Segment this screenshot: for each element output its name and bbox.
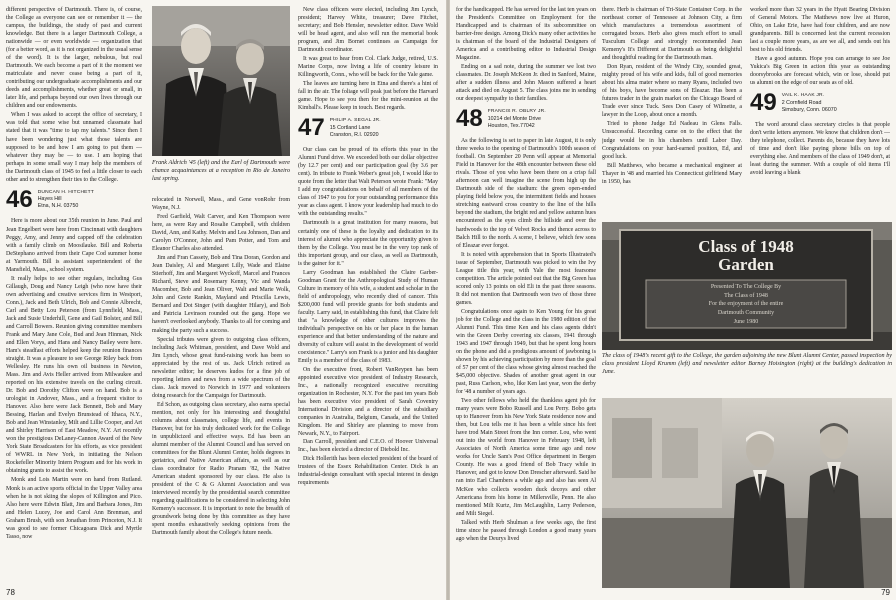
sign-line-1: Class of 1948 bbox=[698, 237, 794, 256]
sign-line-2: Garden bbox=[718, 254, 774, 274]
paragraph: New class officers were elected, including Jim Lynch, president; Harvey White, treasurer; Dave Fitchet, secretary; and Bob Hensler, newsletter editor. Dave Wold will be head agent, and also will run the memorial book program, and Jim Bornet continues as Campaign for Dartmouth coordinator. bbox=[298, 7, 438, 54]
plaque-line: The Class of 1948 bbox=[724, 292, 768, 299]
class-number: 49 bbox=[750, 89, 777, 117]
paragraph: Tried to phone Judge Ed Nadeau in Glens Falls. Unsuccessful. Recording came on to the effect that the judge would be in his chambers until Labor Day. Congratulations on your hard-earned position, Ed, and good luck. bbox=[602, 121, 742, 160]
paragraph: Dartmouth is a great institution for many reasons, but certainly one of these is the loyalty and dedication to its interest of alumni who appreciate the opportunity given to them by the College. You must be in the very top rank of this important group, and our class, as well as Dartmouth, is the gainer for it." bbox=[298, 220, 438, 267]
class-heading-47 bbox=[298, 114, 438, 142]
paragraph: Have a good autumn. Hope you can arrange to see Joe Yukica's Big Green in action this year as outstanding doorsybrooks are forecast which, win or lose, should put us alumni on the edge of our seats as of old. bbox=[750, 56, 890, 87]
paragraph: Special tributes were given to outgoing class officers, including Jack Whitman, president, and Dave Wold and Jim Lynch, whose great fund-raising work has been so appreciated by the rest of us. Jack Ulrich retired as newsletter editor; he deserves kudos for a fine job of reporting letters and news from a wide spectrum of the class. Jack moved to Norwich in 1977 and volunteers doing research for the Campaign for Dartmouth. bbox=[152, 336, 290, 399]
paragraph: Ed Schon, as outgoing class secretary, also earns special mention, not only for his interesting and thoughtful columns about classmates, college life, and events in Hanover, but for his truly dedicated work for the College in unpublicized and effective ways. Ed has been an alumni member of the Alumni Council and has served on committees for the Blunt Alumni Center, holds degrees in geriatrics, and Native American affairs, as well as our class coordinator for Radio Pranam '82, the Native American student sponsored by our class. He also is president of the C & G Alumni Association and was interviewed recently by the presidential search committee regarding qualifications to be considered in selecting John Kemeny's successor. It is important to note the breadth of groundwork being done by this committee as they have spent months exhaustively seeking opinions from the Dartmouth family about the College's future needs. bbox=[152, 401, 290, 537]
paragraph: As the following is set to paper in late August, it is only three weeks to the opening of Dartmouth's 100th season of football. On September 20 Penn will appear at Memorial Field in Hanover for the 48th encounter between these old rivals. Those of you who have been there on a crisp fall afternoon can well imagine the scene from high up the Dartmouth side of the stadium: the green open-ended playing field below you, the intermittent fields and houses stretching eastward cross country to the line of the hills beyond the stadium, the bright red and yellow autumn hues encountered as the eyes climb the hillside and over the hardwoods to the top of Velvet Rocks and thence across to Balch Hill to the north. A scene, I believe, which few sons of Eleazar ever forgot. bbox=[456, 138, 596, 249]
plaque-line: June 1980 bbox=[733, 318, 759, 325]
address-line: Cranston, R.I. 02920 bbox=[329, 131, 379, 138]
plaque-line: For the enjoyment of the entire bbox=[708, 301, 784, 308]
paragraph: there. Herb is chairman of Tri-State Container Corp. in the northeast corner of Tennessee at Johnson City, a firm which manufactures a tremendous assortment of corrugated boxes. Herb also gives much effort to small Tusculum College and strongly recommended Jean Kemeny's It's Different at Dartmouth as being delightful and thoughtful reading for the Dartmouth man. bbox=[602, 7, 742, 62]
photo-garden-sign bbox=[602, 222, 892, 350]
paragraph: relocated in Norwell, Mass., and Gene vonRohr from Wayne, N.J. bbox=[152, 197, 290, 212]
photo-caption: Frank Aldrich '45 (left) and the Earl of Dartmouth were chance acquaintances at a reception in Rio de Janeiro last spring. bbox=[152, 160, 290, 183]
paragraph: Two other fellows who held the thankless agent job for many years were Bobo Russell and Lou Perry. Bobo gets up to Hanover from his New York State residence now and then, but Lou tells me it has been a while since his feet have trod Main Street from the Inn corner. Lou, who went out into the world from Hanover in February 1948, left Associates of North America some time ago and now works for Uncle Sam's Post Office department in Bergen County. He was a good friend of Bob Tracy while in Hanover, and got to know Don Drescher afterward. Said he ran into Earl Chambers a while ago and also has seen Al McKee who collects wooden duck decoys and other Americana from his home in Millersville, Penn. He also mentioned Milt Kurtz, Jim McLaughlin, Larry Pederson, and Milt Siegel. bbox=[456, 398, 596, 517]
right-page bbox=[450, 0, 896, 600]
paragraph: It is noted with apprehension that in Sports Illustrated's issue of September, Dartmouth was picked to win the Ivy League title this year, with Yale the most fearsome competition. The article pointed out that the Big Green has scored only 13 points on old Eli in the past three seasons. It did not mention that Dartmouth won two of those three games. bbox=[456, 251, 596, 306]
right-column-3 bbox=[750, 6, 890, 218]
left-page bbox=[0, 0, 446, 600]
photo-image bbox=[602, 398, 892, 588]
class-heading-46 bbox=[6, 185, 142, 213]
paragraph: Bill Matthews, who became a mechanical engineer at Thayer in '48 and married his Connecticut girlfriend Mary in 1950, has bbox=[602, 162, 742, 185]
class-heading-49 bbox=[750, 89, 890, 117]
paragraph: Ending on a sad note, during the summer we lost two classmates. Dr. Joseph McKeon Jr. died in Sanford, Maine, after a sudden illness and John Mason suffered a heart attack and died on August 5. The class joins me in sending our deepest sympathy to their families. bbox=[456, 64, 596, 103]
class-secretary-info bbox=[330, 117, 381, 138]
photo-image bbox=[152, 6, 290, 156]
class-number: 46 bbox=[6, 185, 33, 213]
page-number: 79 bbox=[881, 588, 890, 597]
paragraph: It really helps to see other regulars, including Gus Gillaugh, Doug and Nancy Leigh (who now have their own advertising and creative services firm in Westport, Conn.), Jack and Beth Ulrich, Bob and Connie Albrecht, Carl and Betty Lou Peterson (from Lynnfield, Mass., Jack and Susie Underhill, Gene and Gail Bolster, and Bill and Carroll Bowers. Reunion giving committee members Frank and Mary Jane Cole, Bud and Jean Hinman, Nick and Ellen Vorys, and Hans and Nancy Bailey were here. Ham's steadfast efforts helped keep the reunion finances straight. It was a pleasure to see George Riley back from Wellesley. He runs his own oil business in Newton, Mass. Jim and Avis Heller arrived from Milwaukee and reported on his extensive travels on the curling circuit. Dr. Bob and Dorothy Clifton were on hand. Bob is a urologist in Andover, Mass., and a frequent visitor to Hanover. Also here were Jack Bennett, Bob and Mary Bessing, Harlan and Evelyn Brunstead of Ithaca, N.Y., Bob and Jean Winstanley, Milt and Lillie Cooper, and Art and Shirley Harrison of East Meadow, N.Y. Art recently won the prestigious DeLaney-Cannon Award of the New York State Broadcasters for his efforts, as vice president of WWRL in New York, in initiating the Nelson Rockefeller Minority Intern Program and for his work in obtaining grants to assist the work. bbox=[6, 275, 142, 475]
right-column-1 bbox=[456, 6, 596, 544]
secretary-name: PHILIP A. SEGAL JR. bbox=[329, 118, 381, 124]
paragraph: Talked with Herb Shulman a few weeks ago, the first time since he passed through London a good many years ago when the Deurys lived bbox=[456, 519, 596, 542]
paragraph: Dick Hollerith has been elected president of the board of trustees of the Essex Rehabilitation Center. Dick is an industrial-design consultant with special interest in design requirements bbox=[298, 456, 438, 487]
class-secretary-info bbox=[488, 108, 546, 129]
paragraph: When I was asked to accept the office of secretary, I was told that some wise but unnamed classmate had stated that it was "time to tap my talents." Since then I have been wondering just what those talents are supposed to be and how I am going to put them — whatever they may be — to use. I am hoping that perhaps in some small way I may help the members of the Dartmouth class of 1945 to feel a little closer to each other and to strengthen their ties to the College. bbox=[6, 112, 142, 183]
vanreypen-block bbox=[298, 366, 438, 438]
paragraph: Here is more about our 35th reunion in June. Paul and Jean Engelbert were here from Cincinnati with daughters Peggy, Amy, and Jenny and capped off the celebration with a family climb on Moosilauke. Bill and Roberta DeStephano arrived from their Cape Cod summer home at Yarmouth. Bill is assistant superintendent of the Mansfield, Mass., school system. bbox=[6, 218, 142, 273]
paragraph: The leaves are turning here in Etna and there's a hint of fall in the air. The foliage will peak just before the Harvard game. Hope to see you then for the mini-reunion at the Kimball's. Please keep in touch. Best regards. bbox=[298, 81, 438, 112]
class-secretary-info bbox=[782, 92, 837, 113]
sign-plaque bbox=[646, 283, 846, 326]
paragraph: On the executive front, Robert VanReypen has been appointed executive vice president of Industry Research, Inc., a nationally recognized executive recruiting organization in Rochester, N.Y. For the past ten years Bob has been executive vice president of Sarah Coventry International Division and a director of the subsidiary companies in Australia, Belgium, Canada, and the United Kingdom. He and Shirley are planning to move from Newark, N.Y., to Fairport. bbox=[298, 367, 438, 438]
class-heading-48 bbox=[456, 105, 596, 133]
plaque-line: Presented To The College By bbox=[710, 284, 782, 290]
paragraph: The word around class secretary circles is that people don't write letters anymore. We know that children don't — they telephone, collect. Parents do, because they have lots of time and don't like paying phone bills on top of everything else. And members of the class of 1949 don't, at least during the summer. With a couple of old items I'll avoid leaving a blank bbox=[750, 122, 890, 177]
address-line: 15 Cortland Lane bbox=[329, 124, 371, 131]
address-line: Houston, Tex.77042 bbox=[487, 122, 535, 129]
address-line: Simsbury, Conn. 06070 bbox=[781, 106, 837, 113]
paragraph: Monk and Lois Martin were on hand from Rutland. Monk is an active sports official in the Upper Valley area when he is not skiing the slopes of Killington and Pico. Also here were Edwin Blatt, Jim and Barbara Jones, Jim and Helen Lucey, Joe and Carol Ann Brenman, and Graham Brush, with son Jonathan from Princeton, N.J. It was good to see former Chicagoans Dick and Myrtle Tasso, now bbox=[6, 477, 142, 540]
left-column-3 bbox=[298, 6, 438, 489]
page-number: 78 bbox=[6, 588, 15, 597]
paragraph: Dan Carroll, president and C.E.O. of Hoover Universal Inc., has been elected a director of Diebold Inc. bbox=[298, 439, 438, 454]
paragraph: worked more than 32 years in the Hyatt Bearing Division of General Motors. The Matthews now live at Huron, Ohio, on Lake Erie, have had four children, and are now grandparents. Bill is concerned lest the current recession last a couple more years, as are we all, and sends out his best to his old friends. bbox=[750, 7, 890, 54]
photo-caption: The class of 1948's recent gift to the College, the garden adjoining the new Blunt Alumni Center, passed inspection by class president Lloyd Krumm (left) and newsletter editor Barney Hoisington (right) at the building's dedication in June. bbox=[602, 353, 892, 376]
class-secretary-info bbox=[38, 189, 94, 210]
right-column-2 bbox=[602, 6, 742, 218]
address-line: 10214 del Monte Drive bbox=[487, 115, 541, 122]
address-line: 2 Cornfield Road bbox=[781, 99, 822, 106]
left-column-2 bbox=[152, 196, 290, 538]
paragraph: different perspective of Dartmouth. There is, of course, the College as everyone can see or remember it — the campus, the buildings, the study of past and current knowledge. But there is a larger Dartmouth College, a nationwide — or even worldwide — organization that (for a better word, as it is not organized in the usual sense of the word). It is the larger, nebulous, but real Dartmouth. We each become a part of it the moment we matriculate and never cease being a part of it, contributing our undergraduate accomplishments and our deeds and accomplishments, whether great or small, in later life, and perhaps beyond our own lives through our children and our endowments. bbox=[6, 7, 142, 110]
paragraph: Don Ryan, resident of the Windy City, sounded great, mighty proud of his wife and kids, full of good memories about his alma mater where so many Ryans, included two of his boys, have become sons of Eleazar. Has been a futures trader in the grain market on the Chicago Board of Trade ever since Tuck. Sees Don Casey of Wilmette, a lawyer in the Loop, about once a month. bbox=[602, 64, 742, 119]
paragraph: for the handicapped. He has served for the last ten years on the President's Committee on Employment for the Handicapped and is chairman of its subcommittee on barrier-free design. Among Dick's many other activities he is chairman of the board of the Industrial Designers of America and a contributing editor to Industrial Design Magazine. bbox=[456, 7, 596, 62]
paragraph: Our class can be proud of its efforts this year in the Alumni Fund drive. We exceeded both our dollar objective (by 12.7 per cent) and our participation goal (by 3.6 per cent). In tribute to Frank Weber's great job, I would like to quote from the letter that Walt Peterson wrote Frank: "May I add my congratulations on behalf of all members of the class of 1947 to you for your outstanding performance this year as class agent. I know your leadership had much to do with the outstanding results." bbox=[298, 147, 438, 218]
secretary-name: FRANCIS R. OBLRY JR. bbox=[487, 109, 546, 115]
photo-aldrich-and-earl bbox=[152, 6, 290, 156]
paragraph: Jim and Fran Cassety, Bob and Tina Doran, Gordon and Jean Daisley, Al and Margaret Lilly, Wade and Elaine Stierhoff, Jim and Margaret Wyckoff, Marcel and Frances Richard, Steve and Rosemary Kenny, Vic and Wanda Macomber, Bob and Jean Oliver, Walt and Marie Wolk, John and Grete Rankin, Mayland and Priscilla Lewis, Bernard and Dot Singer (with daughter Hilary), and Bob and Patricia Levinson rounded out the gang. Hope we haven't overlooked anybody. Thanks to all for coming and making the party such a success. bbox=[152, 255, 290, 334]
sign-title bbox=[620, 238, 872, 274]
paragraph: It was great to hear from Col. Clark Judge, retired, U.S. Marine Corps, now living a life of country leisure in Killingworth, Conn., who will be back for the Yale game. bbox=[298, 56, 438, 79]
secretary-name: DUNCAN H. HITCHETT bbox=[37, 189, 95, 195]
address-line: Hayes Hill bbox=[37, 196, 62, 203]
secretary-name: VAIL K. HAAK JR. bbox=[781, 93, 825, 99]
paragraph: Larry Goodman has established the Claire Garber-Goodman Grant for the Anthropological Study of Human Culture in memory of his wife, a student and scholar in the field of anthropology, who recently died of cancer. This $200,000 fund will provide grants for both students and faculty. Larry said, in establishing this fund, that Claire felt that "a knowledge of other cultures improves the individual's perspective on his or her place in the human experience and that better understanding of the nature and diversity of culture will assist in the development of world coexistence." Larry's son Frank is a junior and his daughter Emily is a member of the class of 1983. bbox=[298, 269, 438, 365]
paragraph: Congratulations once again to Ken Young for his great job for the College and the class in the 1980 edition of the Alumni Fund. This time Ken and his class agents didn't win the Green Derby covering six classes, 1941 through 1943 and 1947 through 1949, but that he spent long hours on the phone and did a prodigious amount of jawboning is shown by his achieving participation by more than the goal of 57 per cent of the class whose giving almost reached the $45,000 objective. Shades of another great agent in our past, Russ Carlson, who, like Ken last year, won the derby for '48 a number of years ago. bbox=[456, 308, 596, 396]
left-column-1 bbox=[6, 6, 142, 542]
class-number: 48 bbox=[456, 105, 483, 133]
photo-krumm-and-hoisington bbox=[602, 398, 892, 588]
address-line: Etna, N.H. 03750 bbox=[37, 202, 79, 209]
plaque-line: Dartmouth Community bbox=[717, 310, 775, 317]
paragraph: Fred Garfield, Walt Carver, and Ken Thompson were here, as were Ray and Rosalie Campbell, with children David, Ann, and Kathy. Melvin and Lea Johnson, Dan and Carolyn O'Connor, John and Pam Potter, and Tom and Eleanor Charles also attended. bbox=[152, 214, 290, 253]
class-number: 47 bbox=[298, 114, 325, 142]
